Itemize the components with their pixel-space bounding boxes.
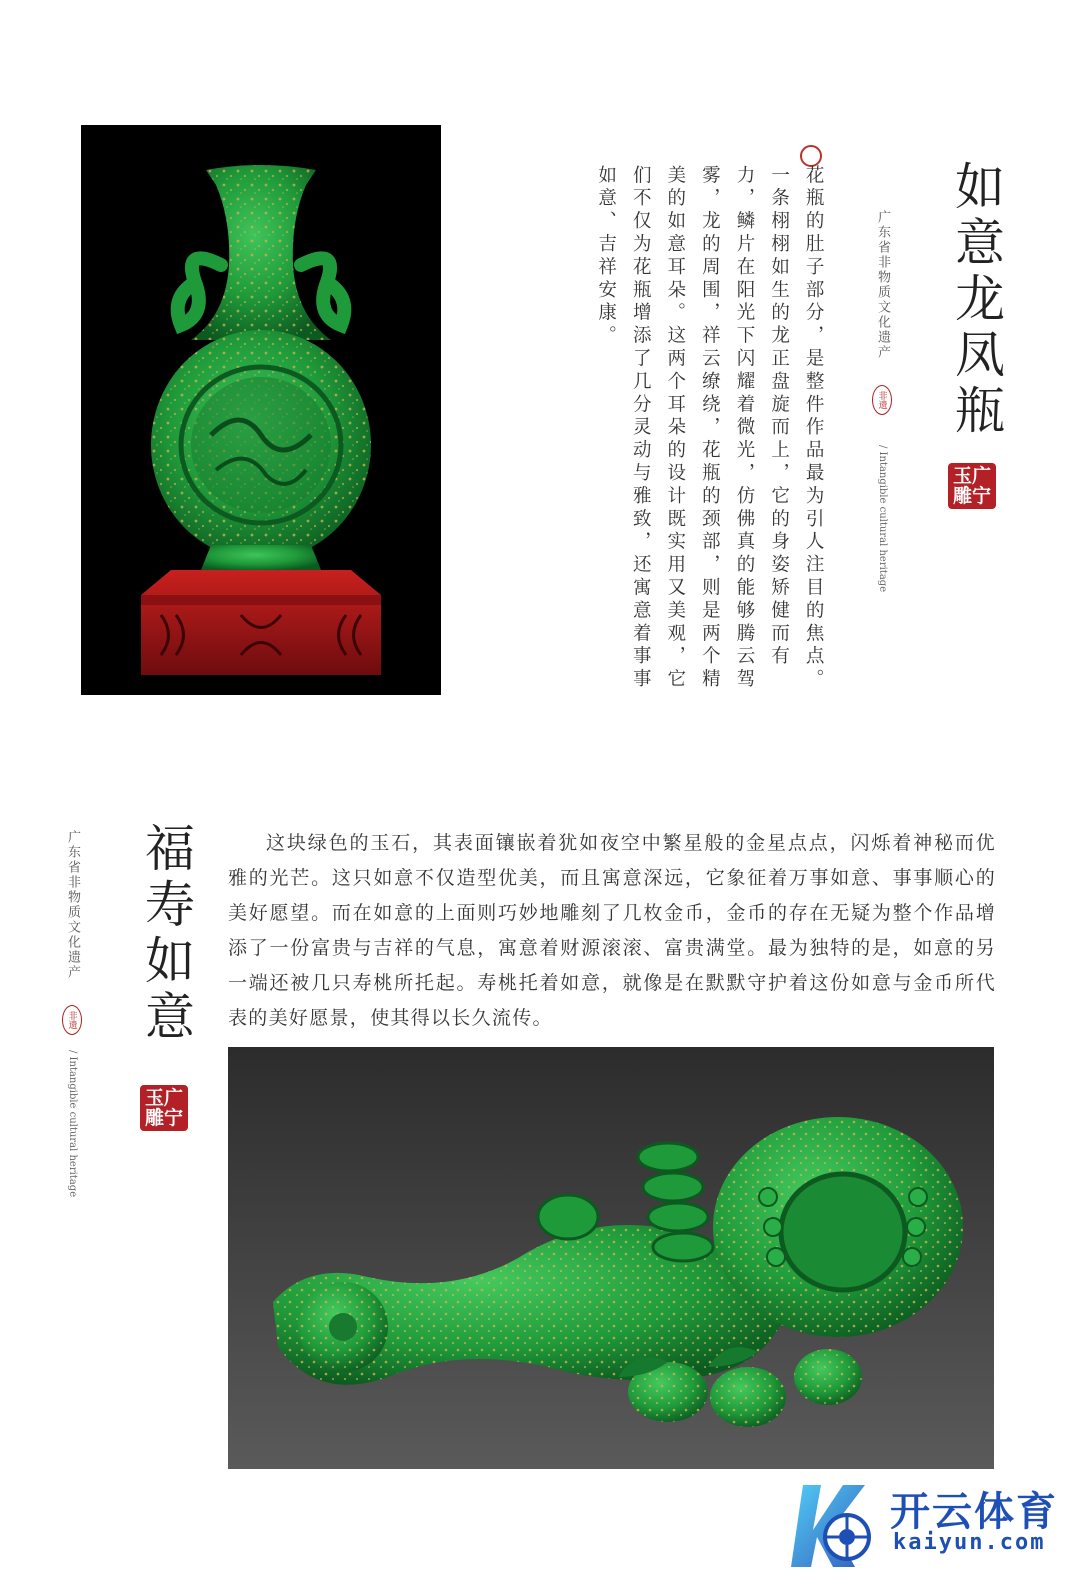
seal-char: 广 [971,465,991,487]
section2-heritage-seal: 非遗 [62,1005,82,1035]
seal-char: 玉 [953,465,973,487]
section2-body-text: 这块绿色的玉石，其表面镶嵌着犹如夜空中繁星般的金星点点，闪烁着神秘而优雅的光芒。这只如意不仅造型优美，而且寓意深远，它象征着万事如意、事事顺心的美好愿望。而在如意的上面则巧妙地雕刻了几枚金币，金币的存在无疑为整个作品增添了一份富贵与吉祥的气息，寓意着财源滚滚、富贵满堂。最为独特的是，如意的另一端还被几只寿桃所托起。寿桃托着如意，就像是在默默守护着这份如意与金币所代表的美好愿景，使其得以长久流传。 [228,832,996,1029]
seal-char: 宁 [971,485,991,507]
section1-title: 如意龙凤瓶 [947,160,1005,440]
seal-char: 玉 [145,1087,165,1109]
kaiyun-logo-icon [783,1475,883,1575]
section2-title: 福寿如意 [137,822,195,1046]
ruyi-photo [228,1047,994,1469]
section1-heritage-english: / Intangible cultural heritage [877,445,888,593]
section1-body-text: 花瓶的肚子部分，是整件作品最为引人注目的焦点。一条栩栩如生的龙正盘旋而上，它的身姿矫健而有力，鳞片在阳光下闪耀着微光，仿佛真的能够腾云驾雾，龙的周围，祥云缭绕，花瓶的颈部，则是两个精美的如意耳朵。这两个耳朵的设计既实用又美观，它们不仅为花瓶增添了几分灵动与雅致，还寓意着事事如意、吉祥安康。 [595,165,825,692]
watermark-brand-name: 开云体育 [890,1489,1058,1535]
seal-char: 广 [163,1087,183,1109]
vase-photo [81,125,441,695]
watermark-domain: kaiyun.com [893,1530,1046,1555]
section2-heritage-english: / Intangible cultural heritage [67,1050,78,1198]
section1-red-seal [948,463,996,509]
seal-char: 雕 [953,485,973,507]
seal-char: 雕 [145,1107,165,1129]
section1-heritage-label: 广东省非物质文化遗产 [875,210,890,360]
seal-char: 宁 [163,1107,183,1129]
section1-heritage-seal: 非遗 [872,385,892,415]
section2-heritage-label: 广东省非物质文化遗产 [65,830,80,980]
red-circle-mark [800,145,822,167]
section2-red-seal [140,1085,188,1131]
